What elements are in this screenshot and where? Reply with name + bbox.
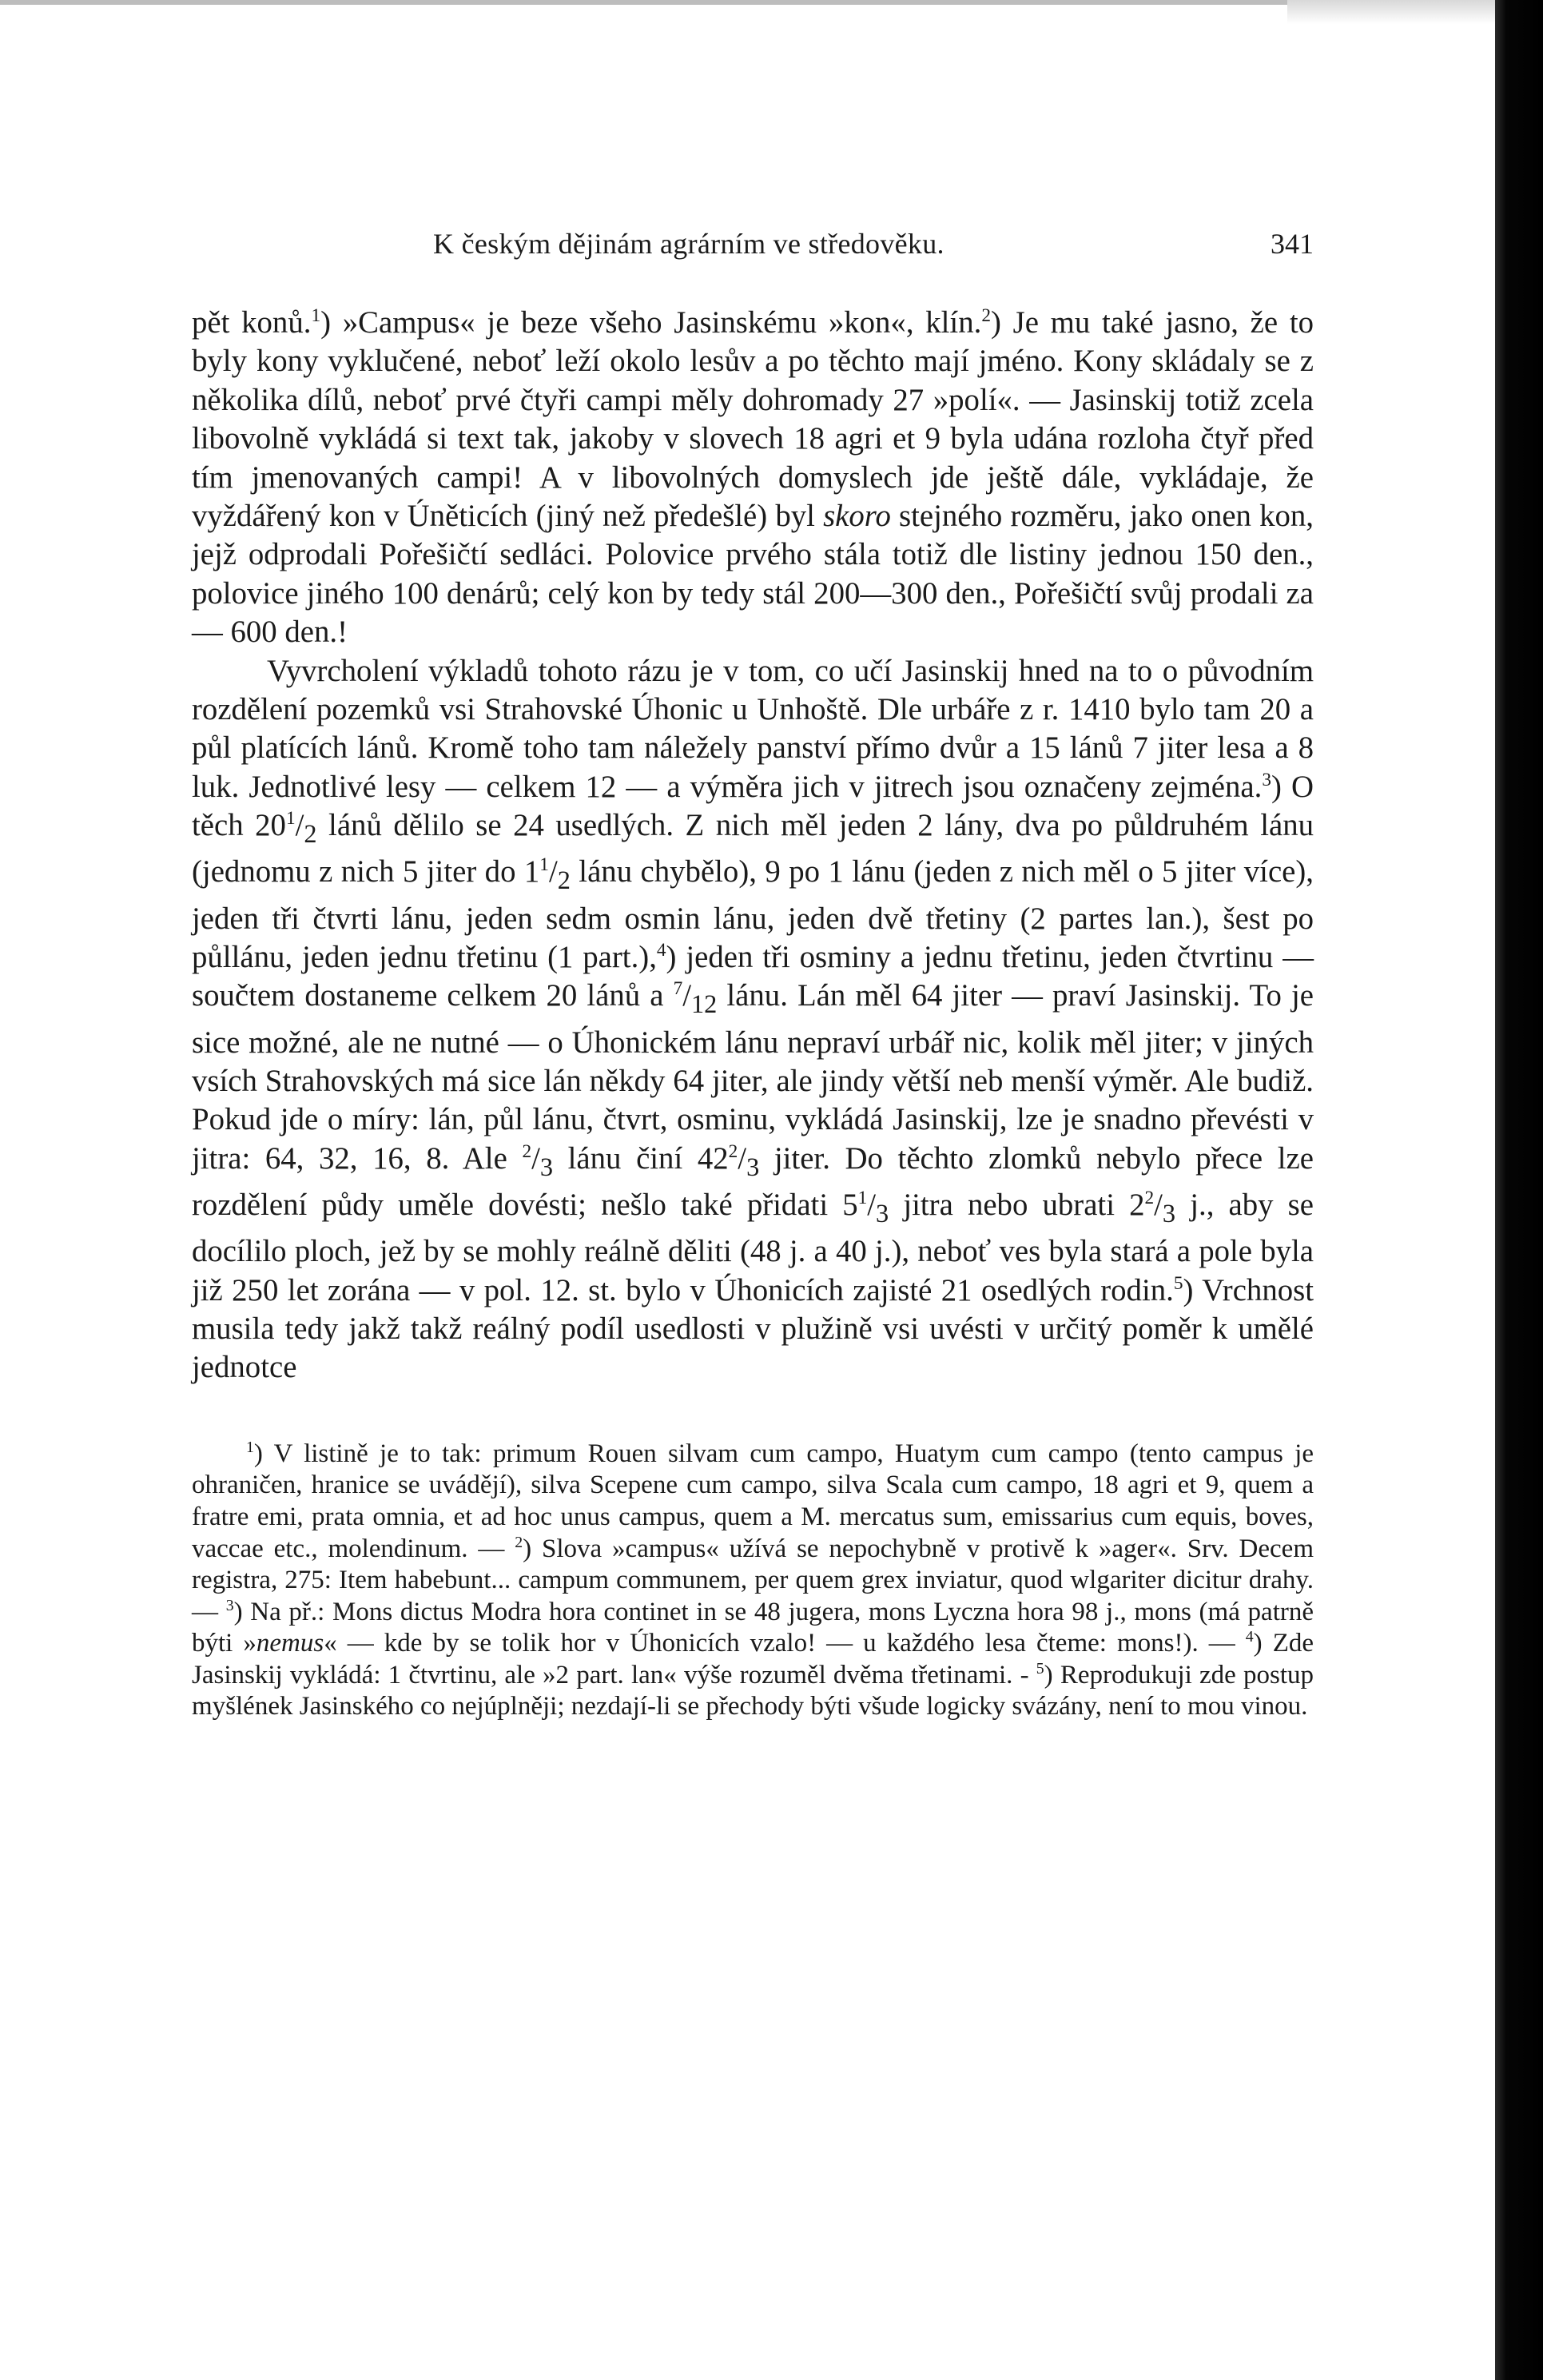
text-run: stejného rozměru, jako onen kon, jejž odprodali Pořešičtí sedláci. Polovice prvého stála totiž dle listiny jednou 150 den., polovice jiného 100 denárů; celý kon by tedy stál 200—300 den., Pořešičtí svůj prodali za — 600 den.!	[192, 499, 1314, 650]
scan-right-border	[1495, 0, 1543, 2380]
text-run: ) V listině je to tak: primum Rouen silvam cum campo, Huatym cum campo (tento campus je ohraničen, hranice se uvádějí), silva Scepene cum campo, silva Scala cum campo, 18 agri et 9, quem a fratre emi, prata omnia, et ad hoc unus campus, quem a M. mercatus sum, emissarius cum equis, boves, vaccae etc., molendinum. —	[192, 1439, 1314, 1563]
text-run: j., aby se docílilo ploch, jež by se mohly reálně děliti (48 j. a 40 j.), neboť ves byla stará a pole byla již 250 let zorána — v pol. 12. st. bylo v Úhonicích zajisté 21 osedlých rodin.	[192, 1187, 1314, 1307]
text-run: /	[548, 854, 558, 890]
superscript: 1	[246, 1438, 254, 1456]
book-page	[192, 221, 1314, 1723]
text-run: jiter. Do těchto zlomků nebylo přece lze rozdělení půdy uměle dovésti; nešlo také přidati 5	[192, 1140, 1314, 1222]
italic-text: nemus	[256, 1629, 324, 1658]
text-run: ) »Campus« je beze všeho Jasinskému »kon«, klín.	[320, 305, 982, 340]
subscript: 2	[304, 819, 317, 849]
scan-top-shadow	[1287, 0, 1495, 24]
page-number: 341	[1271, 228, 1314, 260]
superscript: 1	[857, 1188, 868, 1209]
text-run: « — kde by se tolik hor v Úhonicích vzalo! — u každého lesa čteme: mons!). —	[324, 1629, 1246, 1658]
subscript: 3	[539, 1152, 554, 1181]
text-run: lánu chybělo), 9 po 1 lánu (jeden z nich měl o 5 jiter více), jeden tři čtvrti lánu, jeden sedm osmin lánu, jeden dvě třetiny (2 partes lan.), šest po půllánu, jeden jednu třetinu (1 part.),	[192, 854, 1314, 974]
text-run: lánu činí 42	[553, 1140, 729, 1176]
text-run: /	[682, 978, 691, 1013]
superscript: 7	[673, 978, 683, 1000]
text-run: ) Na př.: Mons dictus Modra hora continet in se 48 jugera, mons Lyczna hora 98 j., mons (má patrně býti »	[192, 1597, 1314, 1658]
superscript: 1	[285, 808, 296, 830]
text-run: ) jeden tři osminy a jednu třetinu, jeden čtvrtinu — součtem dostaneme celkem 20 lánů a	[192, 940, 1314, 1013]
text-run: ) Je mu také jasno, že to byly kony vyklučené, neboť leží okolo lesův a po těchto mají jméno. Kony skládaly se z několika dílů, neboť prvé čtyři campi měly dohromady 27 »polí«. — Jasinskij totiž zcela libovolně vykládá si text tak, jakoby v slovech 18 agri et 9 byla udána rozloha čtyř před tím jmenovaných campi! A v libovolných domyslech jde ještě dále, vykládaje, že vyždářený kon v Úněticích (jiný než předešlé) byl	[192, 305, 1314, 534]
superscript: 4	[656, 940, 666, 961]
superscript: 3	[1262, 769, 1271, 790]
italic-text: skoro	[823, 499, 891, 534]
superscript: 4	[1245, 1628, 1254, 1646]
subscript: 3	[876, 1198, 889, 1228]
text-run: jitra nebo ubrati 2	[889, 1187, 1145, 1222]
superscript: 1	[539, 854, 549, 876]
main-text	[192, 304, 1314, 1387]
footnote-block	[192, 1439, 1314, 1723]
paragraph	[192, 652, 1314, 1387]
text-run: lánu. Lán měl 64 jiter — praví Jasinskij. To je sice možné, ale ne nutné — o Úhonickém lánu nepraví urbář nic, kolik měl jiter; v jiných vsích Strahovských má sice lán někdy 64 jiter, ale jindy větší neb menší výměr. Ale budiž. Pokud jde o míry: lán, půl lánu, čtvrt, osminu, vykládá Jasinskij, lze je snadno převésti v jitra: 64, 32, 16, 8. Ale	[192, 978, 1314, 1176]
text-run: ) Reprodukuji zde postup myšlének Jasinského co nejúplněji; nezdají-li se přechody býti všude logicky svázány, není to mou vinou.	[192, 1660, 1314, 1721]
text-run: /	[867, 1187, 877, 1222]
superscript: 3	[225, 1596, 234, 1614]
text-run: /	[738, 1140, 747, 1176]
text-run: /	[295, 808, 304, 843]
subscript: 3	[746, 1152, 760, 1181]
superscript: 2	[1144, 1188, 1155, 1209]
superscript: 5	[1173, 1272, 1183, 1294]
text-run: ) Zde Jasinskij vykládá: 1 čtvrtinu, ale »2 part. lan« výše rozuměl dvěma třetinami. -	[192, 1629, 1314, 1689]
running-title: K českým dějinám agrárním ve středověku.	[433, 228, 944, 260]
subscript: 2	[557, 866, 571, 895]
superscript: 2	[728, 1140, 738, 1162]
superscript: 2	[522, 1140, 532, 1162]
running-head	[192, 221, 1314, 269]
footnotes	[192, 1439, 1314, 1723]
subscript: 3	[1162, 1198, 1176, 1228]
text-run: Vyvrcholení výkladů tohoto rázu je v tom, co učí Jasinskij hned na to o původním rozdělení pozemků vsi Strahovské Úhonic u Unhoště. Dle urbáře z r. 1410 bylo tam 20 a půl platících lánů. Kromě toho tam náležely panství přímo dvůr a 15 lánů 7 jiter lesa a 8 luk. Jednotlivé lesy — celkem 12 — a výměra jich v jitrech jsou označeny zejména.	[192, 653, 1314, 804]
text-run: ) Slova »campus« užívá se nepochybně v protivě k »ager«. Srv. Decem registra, 275: Item habebunt... campum communem, per quem grex inviatur, quod wlgariter dicitur drahy. —	[192, 1534, 1314, 1626]
text-run: ) O těch 20	[192, 769, 1314, 843]
superscript: 5	[1036, 1659, 1044, 1678]
superscript: 2	[515, 1533, 523, 1551]
superscript: 2	[981, 305, 991, 327]
text-run: lánů dělilo se 24 usedlých. Z nich měl jeden 2 lány, dva po půldruhém lánu (jednomu z nich 5 jiter do 1	[192, 808, 1314, 890]
subscript: 12	[690, 989, 718, 1019]
text-run: ) Vrchnost musila tedy jakž takž reálný podíl usedlosti v plužině vsi uvésti v určitý poměr k umělé jednotce	[192, 1272, 1314, 1385]
text-run: /	[531, 1140, 540, 1176]
text-run: pět konů.	[192, 305, 312, 340]
text-run: /	[1154, 1187, 1163, 1222]
paragraph	[192, 304, 1314, 652]
superscript: 1	[311, 305, 321, 327]
